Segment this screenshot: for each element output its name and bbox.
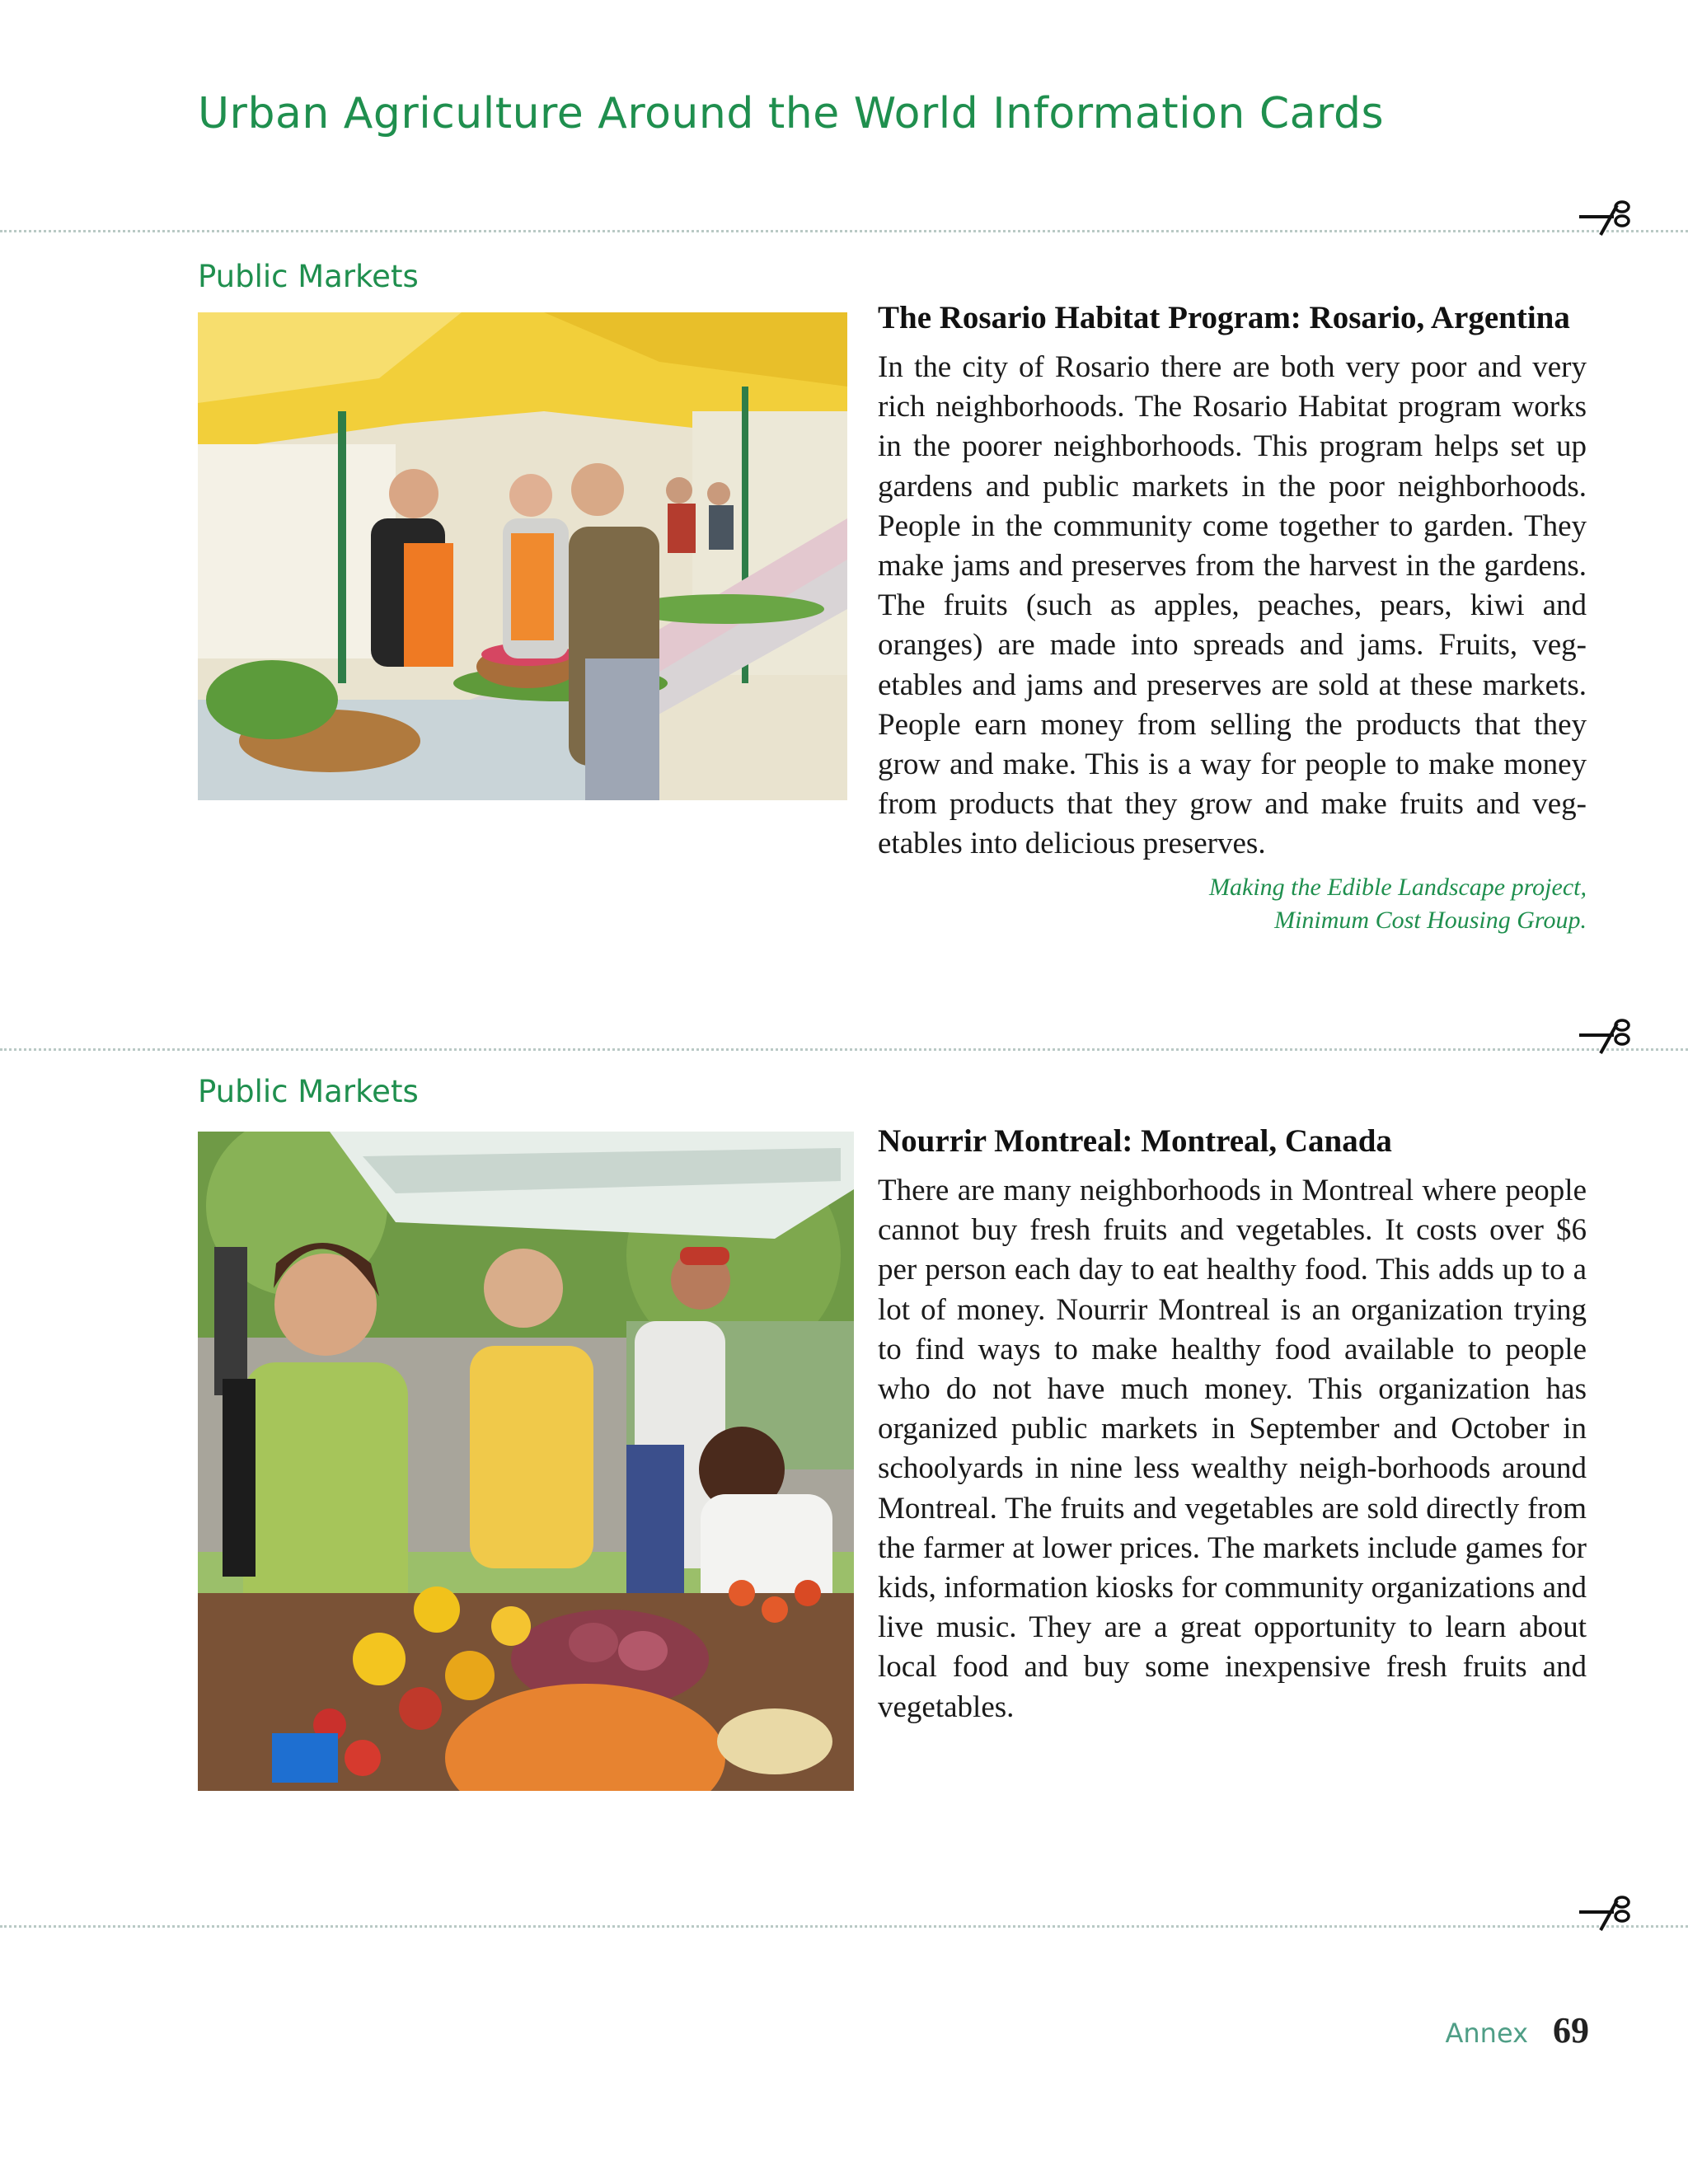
market-photo-montreal [198,1132,854,1791]
cut-line [0,230,1688,232]
scissors-icon [1576,1894,1634,1933]
page-title: Urban Agriculture Around the World Information Cards [198,89,1385,138]
page-footer [1445,2009,1589,2051]
cut-line [0,1925,1688,1928]
scissors-icon [1576,1017,1634,1057]
cut-line [0,1048,1688,1051]
photo-credit [878,871,1587,937]
card-text-rosario [878,299,1587,937]
card-text-montreal [878,1122,1587,1727]
section-label: Public Markets [198,259,419,294]
card-body: In the city of Rosario there are both very poor and very rich neighborhoods. The Rosario Habitat program works in the poorer neighborhoods. This program helps set up gardens and public markets in the poor neighborhoods. People in the community come together to garden. They make jams and preserves from the harvest in the gardens. The fruits (such as apples, peaches, pears, kiwi and oranges) are made into spreads and jams. Fruits, veg-etables and jams and preserves are sold at these markets. People earn money from selling the products that they grow and make. This is a way for people to make money from products that they grow and make fruits and veg-etables into delicious preserves. [878,350,1587,861]
market-photo-rosario [198,312,847,800]
card-title: The Rosario Habitat Program: Rosario, Argentina [878,300,1570,335]
section-label: Public Markets [198,1074,419,1109]
page-number: 69 [1553,2010,1589,2050]
credit-line: Making the Edible Landscape project, [1209,873,1587,901]
card-title: Nourrir Montreal: Montreal, Canada [878,1123,1392,1159]
footer-section-label: Annex [1445,2018,1528,2049]
card-body: There are many neighborhoods in Montreal where people cannot buy fresh fruits and vegetables. It costs over $6 per person each day to eat healthy food. This adds up to a lot of money. Nourrir Montreal is an organization trying to find ways to make healthy food available to people who do not have much money. This organization has organized public markets in September and October in schoolyards in nine less wealthy neigh-borhoods around Montreal. The fruits and vegetables are sold directly from the farmer at lower prices. The markets include games for kids, information kiosks for community organizations and live music. They are a great opportunity to learn about local food and buy some inexpensive fresh fruits and vegetables. [878,1174,1587,1724]
scissors-icon [1576,199,1634,238]
credit-line: Minimum Cost Housing Group. [1274,906,1587,934]
